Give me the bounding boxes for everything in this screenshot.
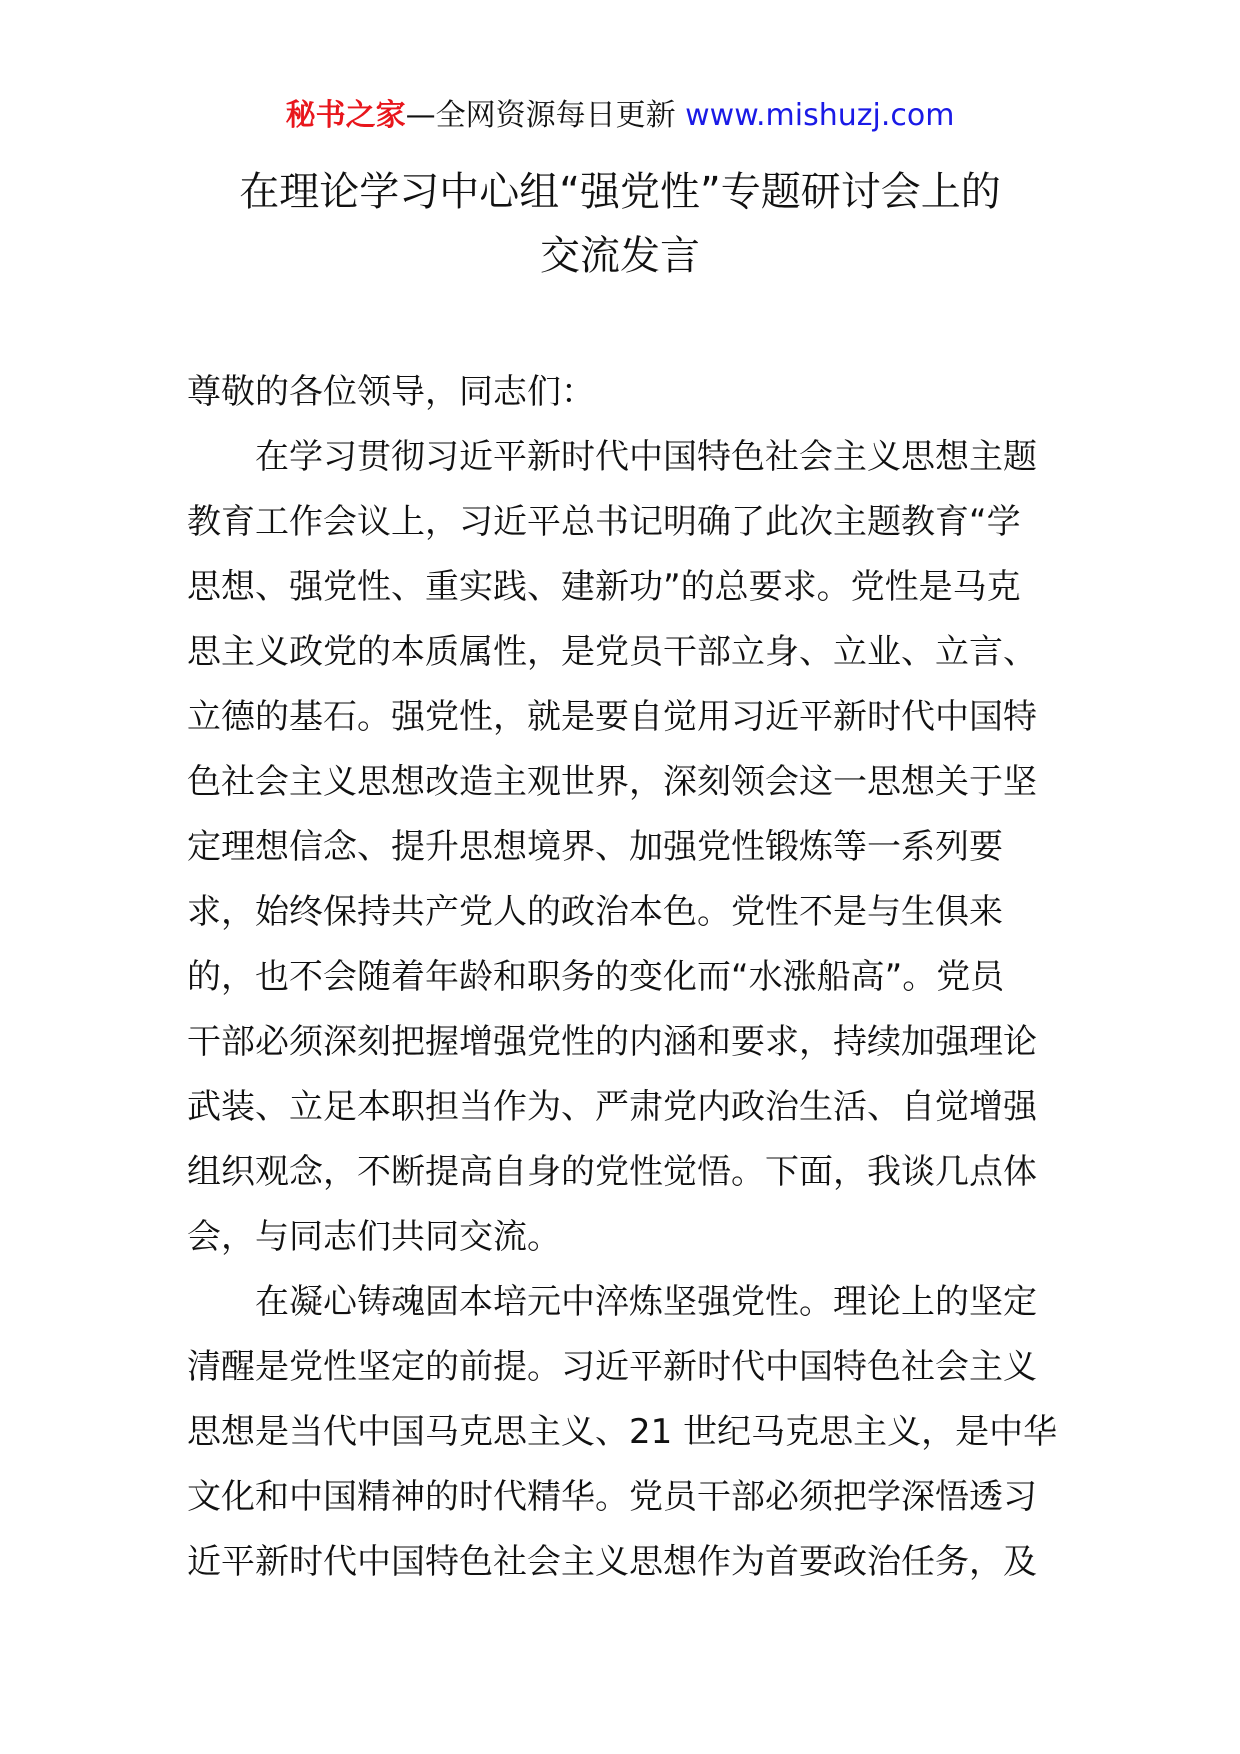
site-url-link[interactable]: www.mishuzj.com bbox=[685, 98, 955, 133]
text-line: 的，也不会随着年龄和职务的变化而“水涨船高”。党员 bbox=[187, 957, 1005, 997]
text-line: 文化和中国精神的时代精华。党员干部必须把学深悟透习 bbox=[187, 1477, 1037, 1517]
document-title bbox=[150, 160, 1090, 288]
text-line: 在凝心铸魂固本培元中淬炼坚强党性。理论上的坚定 bbox=[255, 1282, 1037, 1322]
brand-name: 秘书之家 bbox=[285, 98, 406, 133]
salutation: 尊敬的各位领导，同志们： bbox=[187, 372, 595, 412]
text-line: 近平新时代中国特色社会主义思想作为首要政治任务，及 bbox=[187, 1542, 1037, 1582]
text-line: 立德的基石。强党性，就是要自觉用习近平新时代中国特 bbox=[187, 697, 1037, 737]
title-line-1: 在理论学习中心组“强党性”专题研讨会上的 bbox=[239, 169, 1001, 215]
site-header bbox=[0, 96, 1240, 136]
text-line: 清醒是党性坚定的前提。习近平新时代中国特色社会主义 bbox=[187, 1347, 1037, 1387]
text-line: 干部必须深刻把握增强党性的内涵和要求，持续加强理论 bbox=[187, 1022, 1037, 1062]
text-line: 组织观念，不断提高自身的党性觉悟。下面，我谈几点体 bbox=[187, 1152, 1037, 1192]
text-line: 思想是当代中国马克思主义、21 世纪马克思主义，是中华 bbox=[187, 1412, 1058, 1452]
text-line: 求，始终保持共产党人的政治本色。党性不是与生俱来 bbox=[187, 892, 1003, 932]
text-line: 在学习贯彻习近平新时代中国特色社会主义思想主题 bbox=[255, 437, 1037, 477]
text-line: 思想、强党性、重实践、建新功”的总要求。党性是马克 bbox=[187, 567, 1021, 607]
text-line: 思主义政党的本质属性，是党员干部立身、立业、立言、 bbox=[187, 632, 1037, 672]
text-line: 教育工作会议上，习近平总书记明确了此次主题教育“学 bbox=[187, 502, 1021, 542]
title-line-2: 交流发言 bbox=[540, 233, 700, 279]
text-line: 会，与同志们共同交流。 bbox=[187, 1217, 561, 1257]
text-line: 武装、立足本职担当作为、严肃党内政治生活、自觉增强 bbox=[187, 1087, 1037, 1127]
header-tagline: —全网资源每日更新 bbox=[405, 98, 676, 133]
text-line: 色社会主义思想改造主观世界，深刻领会这一思想关于坚 bbox=[187, 762, 1037, 802]
document-body bbox=[187, 360, 1057, 1595]
text-line: 定理想信念、提升思想境界、加强党性锻炼等一系列要 bbox=[187, 827, 1003, 867]
